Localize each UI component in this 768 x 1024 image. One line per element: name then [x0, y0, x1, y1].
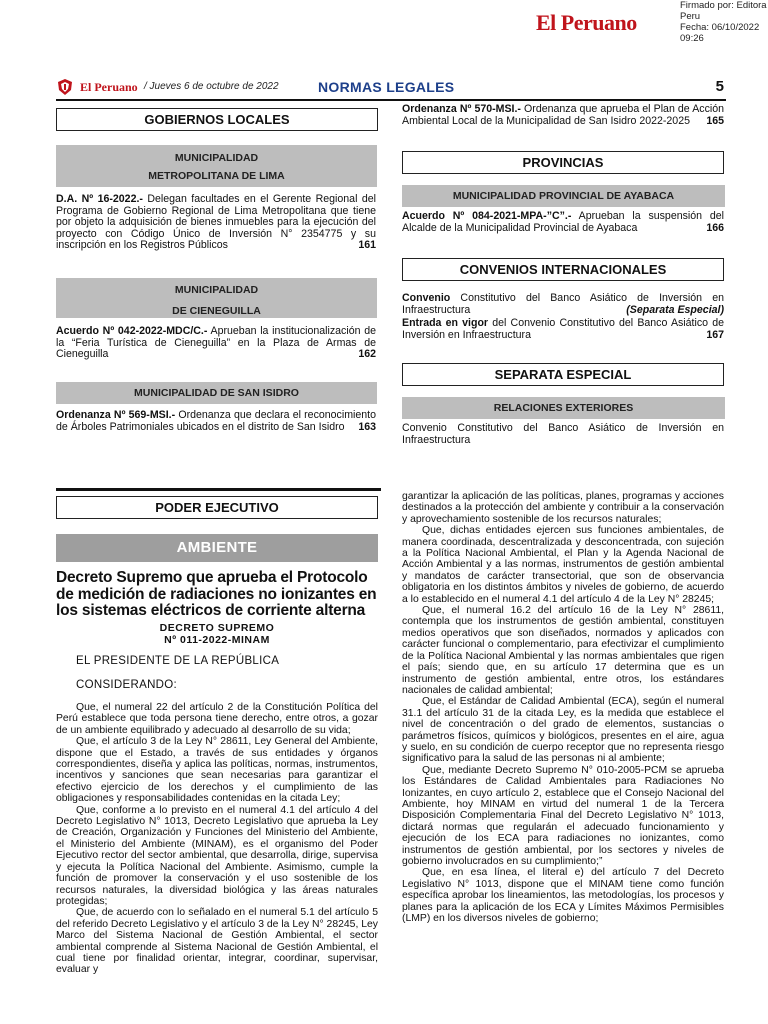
decree-label — [56, 622, 378, 646]
entry-code: Acuerdo Nº 084-2021-MPA-”C”.- — [402, 210, 572, 222]
entry-text: Delegan facultades en el Gerente Regional del Programa de Gobierno Regional de Lima Metropolitana que tiene por objeto la adquisición de bienes inmuebles para la ejecución del proyecto con Código Único de Inversión N° 2354775 y su inscripción en los Registros Públicos — [56, 193, 376, 252]
paragraph: Que, el Estándar de Calidad Ambiental (ECA), según el numeral 31.1 del artículo 31 de la citada Ley, es la medida que establece el nivel de concentración o del grado de elementos, sustancias o parámetros físicos, químicos y biológicos, presentes en el aire, agua y suelo, en su condición de cuerpo receptor que no representa riesgo significativo para la salud de las personas ni al ambiente; — [402, 696, 724, 765]
bar-line: MUNICIPALIDAD — [174, 152, 259, 164]
paragraph: Que, dichas entidades ejercen sus funciones ambientales, de manera coordinada, descentralizada y desconcentrada, con sujeción a la Política Nacional Ambiental, el Plan y la Agenda Nacional de Acción Ambiental y a las normas, instrumentos de gestión ambiental y mandatos de carácter transectorial, que son de observancia obligatoria en los distintos ámbitos y niveles de gobierno, de acuerdo a lo establecido en el numeral 4.1 del artículo 4 de la Ley N° 28245; — [402, 525, 724, 605]
entry-text: del Convenio Constitutivo del Banco Asiático de Inversión en Infraestructura — [402, 317, 724, 341]
index-entry-cieneguilla[interactable] — [56, 326, 376, 361]
section-gobiernos-locales: GOBIERNOS LOCALES — [56, 108, 378, 131]
page-number: 5 — [715, 78, 724, 95]
paragraph: Que, el numeral 22 del artículo 2 de la Constitución Política del Perú establece que toda persona tiene derecho, entre otros, a gozar de un ambiente equilibrado y adecuado al desarrollo de su vida; — [56, 702, 378, 736]
entry-code: Entrada en vigor — [402, 317, 489, 329]
paragraph: Que, el artículo 3 de la Ley N° 28611, Ley General del Ambiente, dispone que el Estado, a través de sus entidades y órganos correspondientes, diseña y aplica las políticas, normas, instrumentos, incentivos y sanciones que sean necesarias para garantizar el efectivo ejercicio de los derechos y el cumplimiento de las obligaciones y responsabilidades contenidas en la citada Ley; — [56, 736, 378, 805]
entry-text: Constitutivo del Banco Asiático de Inversión en Infraestructura — [402, 292, 724, 316]
header-date: / Jueves 6 de octubre de 2022 — [144, 81, 279, 92]
index-entry-separata[interactable]: Convenio Constitutivo del Banco Asiático de Inversión en Infraestructura — [402, 422, 724, 446]
index-entry-entrada-vigor[interactable] — [402, 318, 724, 341]
entry-note: (Separata Especial) — [626, 303, 724, 316]
decree-right-body — [402, 491, 724, 924]
entry-code: D.A. Nº 16-2022.- — [56, 193, 143, 205]
decree-title: Decreto Supremo que aprueba el Protocolo de medición de radiaciones no ionizantes en los sistemas eléctricos de corriente alterna — [56, 569, 377, 619]
index-entry-convenio[interactable] — [402, 293, 724, 316]
bar-municipalidad-cieneguilla — [56, 278, 377, 318]
index-entry-ayabaca[interactable] — [402, 211, 724, 234]
entry-page: 162 — [358, 348, 376, 361]
paragraph: Que, mediante Decreto Supremo N° 010-2005-PCM se aprueba los Estándares de Calidad Ambientales para Radiaciones No Ionizantes, en cuyo artículo 2, establece que el Consejo Nacional del Ambiente, hoy MINAM en virtud del numeral 1 de la Tercera Disposición Complementaria Final del Decreto Legislativo N° 1013, dictará normas que regularán el adecuado funcionamiento y ejecución de los ECA para radiaciones no ionizantes, como instrumentos de gestión ambiental, por los sectores y niveles de gobierno involucrados en su cumplimiento;” — [402, 764, 724, 867]
header-rule — [56, 99, 726, 101]
entry-page: 167 — [706, 328, 724, 341]
entry-page: 163 — [358, 420, 376, 433]
entry-text: Ordenanza que declara el reconocimiento de Árboles Patrimoniales ubicados en el distrito de San Isidro — [56, 409, 376, 433]
bar-municipalidad-ayabaca: MUNICIPALIDAD PROVINCIAL DE AYABACA — [402, 185, 725, 207]
decree-number: Nº 011-2022-MINAM — [164, 634, 270, 646]
paragraph: Que, de acuerdo con lo señalado en el numeral 5.1 del artículo 5 del referido Decreto Legislativo y el artículo 3 de la Ley N° 28245, Ley Marco del Sistema Nacional de Gestión Ambiental, el sector ambiental comprende al Sistema Nacional de Gestión Ambiental, el cual tiene por finalidad orientar, integrar, coordinar, supervisar, evaluar y — [56, 907, 378, 976]
signature-line: Peru — [680, 11, 701, 22]
entry-code: Ordenanza Nº 570-MSI.- — [402, 103, 521, 115]
bar-line: DE CIENEGUILLA — [172, 305, 261, 317]
entry-code: Ordenanza Nº 569-MSI.- — [56, 409, 176, 421]
bar-line: METROPOLITANA DE LIMA — [148, 170, 285, 182]
entry-page: 161 — [358, 239, 376, 252]
entry-code: Acuerdo Nº 042-2022-MDC/C.- — [56, 325, 208, 337]
header-logo: El Peruano — [80, 80, 138, 94]
decree-type: DECRETO SUPREMO — [159, 622, 275, 634]
entry-page: 166 — [706, 221, 724, 234]
index-entry-ordenanza-570[interactable] — [402, 104, 724, 127]
coat-of-arms-icon — [56, 78, 74, 96]
section-provincias: PROVINCIAS — [402, 151, 724, 174]
entry-text: Aprueban la suspensión del Alcalde de la Municipalidad Provincial de Ayabaca — [402, 210, 724, 234]
signature-line: Firmado por: Editora — [680, 0, 767, 11]
president-line: EL PRESIDENTE DE LA REPÚBLICA — [76, 655, 280, 667]
bar-line: MUNICIPALIDAD — [174, 284, 259, 296]
paragraph: garantizar la aplicación de las políticas, planes, programas y acciones destinados a la protección del ambiente y contribuir a la conservación y aprovechamiento sostenible de los recursos naturales; — [402, 491, 724, 525]
bar-relaciones-exteriores: RELACIONES EXTERIORES — [402, 397, 725, 419]
entry-text: Aprueban la institucionalización de la “Feria Turística de Cieneguilla” en la Plaza de Armas de Cieneguilla — [56, 325, 376, 361]
section-convenios-internacionales: CONVENIOS INTERNACIONALES — [402, 258, 724, 281]
header-section-title: NORMAS LEGALES — [318, 79, 455, 95]
paragraph: Que, el numeral 16.2 del artículo 16 de la Ley N° 28611, contempla que los instrumentos de gestión ambiental, constituyen medios operativos que son diseñados, normados y aplicados con carácter funcional o complementario, para efectivizar el cumplimiento de la Política Nacional Ambiental y las normas ambientales que rigen el país; siendo que, en su artículo 17 determina que es un instrumento de gestión ambiental, entre otros, los estándares nacionales de calidad ambiental; — [402, 605, 724, 696]
column-divider — [56, 488, 381, 491]
paragraph: Que, conforme a lo previsto en el numeral 4.1 del artículo 4 del Decreto Legislativo N° 1013, Decreto Legislativo que aprueba la Ley de Creación, Organización y Funciones del Ministerio del Ambiente, el Ministerio del Ambiente (MINAM), es el organismo del Poder Ejecutivo rector del sector ambiental, que desarrolla, dirige, supervisa y ejecuta la Política Nacional del Ambiente. Asimismo, cumple la función de promover la conservación y el uso sostenible de los recursos naturales, la diversidad biológica y las áreas naturales protegidas; — [56, 804, 378, 907]
entry-code: Convenio — [402, 292, 451, 304]
digital-signature — [680, 0, 768, 44]
entry-text: Ordenanza que aprueba el Plan de Acción Ambiental Local de la Municipalidad de San Isidro 2022-2025 — [402, 103, 725, 127]
index-entry-lima[interactable] — [56, 194, 376, 252]
el-peruano-logo: El Peruano — [536, 10, 637, 35]
paragraph: Que, en esa línea, el literal e) del artículo 7 del Decreto Legislativo N° 1013, dispone que el MINAM tiene como función específica aprobar los lineamientos, las metodologías, los procesos y planes para la aplicación de los ECA y Límites Máximos Permisibles (LMP) en los diversos niveles de gobierno; — [402, 867, 724, 925]
considerando-line: CONSIDERANDO: — [76, 679, 178, 691]
section-separata-especial: SEPARATA ESPECIAL — [402, 363, 724, 386]
decree-left-body — [56, 702, 378, 976]
bar-municipalidad-lima — [56, 145, 377, 187]
bar-ambiente: AMBIENTE — [56, 534, 378, 562]
bar-municipalidad-san-isidro: MUNICIPALIDAD DE SAN ISIDRO — [56, 382, 377, 404]
entry-page: 165 — [706, 114, 724, 127]
section-poder-ejecutivo: PODER EJECUTIVO — [56, 496, 378, 519]
signature-line: Fecha: 06/10/2022 09:26 — [680, 22, 760, 44]
page-header — [56, 78, 726, 98]
index-entry-san-isidro[interactable] — [56, 410, 376, 433]
